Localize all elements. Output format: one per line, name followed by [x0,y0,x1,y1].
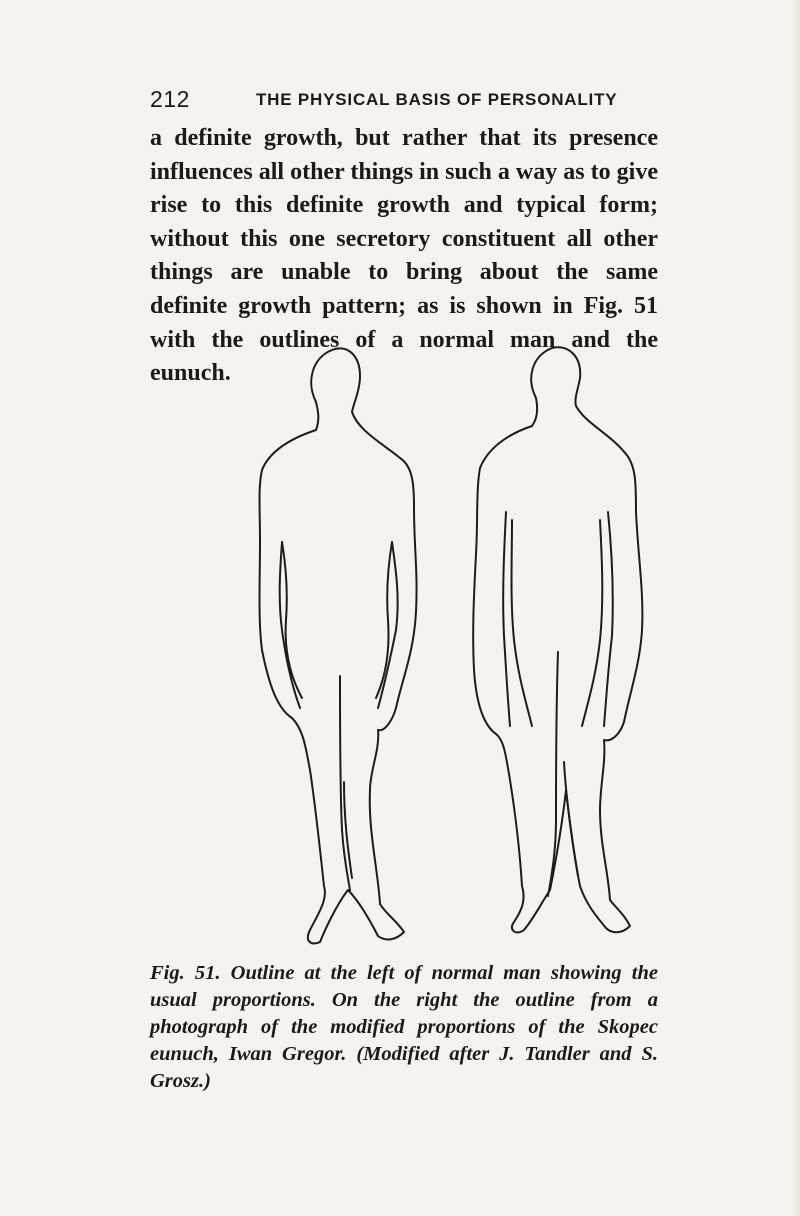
normal-man-outline [260,348,417,943]
figure-51 [220,330,660,960]
eunuch-inner-leg-line-right [564,762,578,876]
page-edge-shadow [792,0,800,1216]
normal-man-inner-left-arm [280,542,300,708]
figure-outlines-svg [220,330,660,960]
normal-man-torso-right [376,542,392,698]
running-title: THE PHYSICAL BASIS OF PERSONALITY [256,90,618,109]
body-paragraph: a definite growth, but rather that its presence influences all other things in such a way as to give rise to this definite growth and typical form; without this one secretory constituent all other things are unable to bring about the same definite growth pattern; as is shown in Fig. 51 with the outlines of a normal man and the eunuch. [150,125,658,387]
eunuch-outline [473,347,642,932]
eunuch-torso-right [582,520,602,726]
eunuch-torso-left [512,520,533,726]
figure-caption: Fig. 51. Outline at the left of normal man showing the usual proportions. On the right the outline from a photograph of the modified proportions of the Skopec eunuch, Iwan Gregor. (Modified after J. Tandler and S. Grosz.) [150,962,658,1092]
eunuch-body-outline [473,347,642,932]
running-head [150,86,670,116]
normal-man-torso-left [282,542,302,698]
eunuch-inner-left-arm [503,512,510,726]
eunuch-inner-right-arm [604,512,613,726]
page-number: 212 [150,86,190,112]
